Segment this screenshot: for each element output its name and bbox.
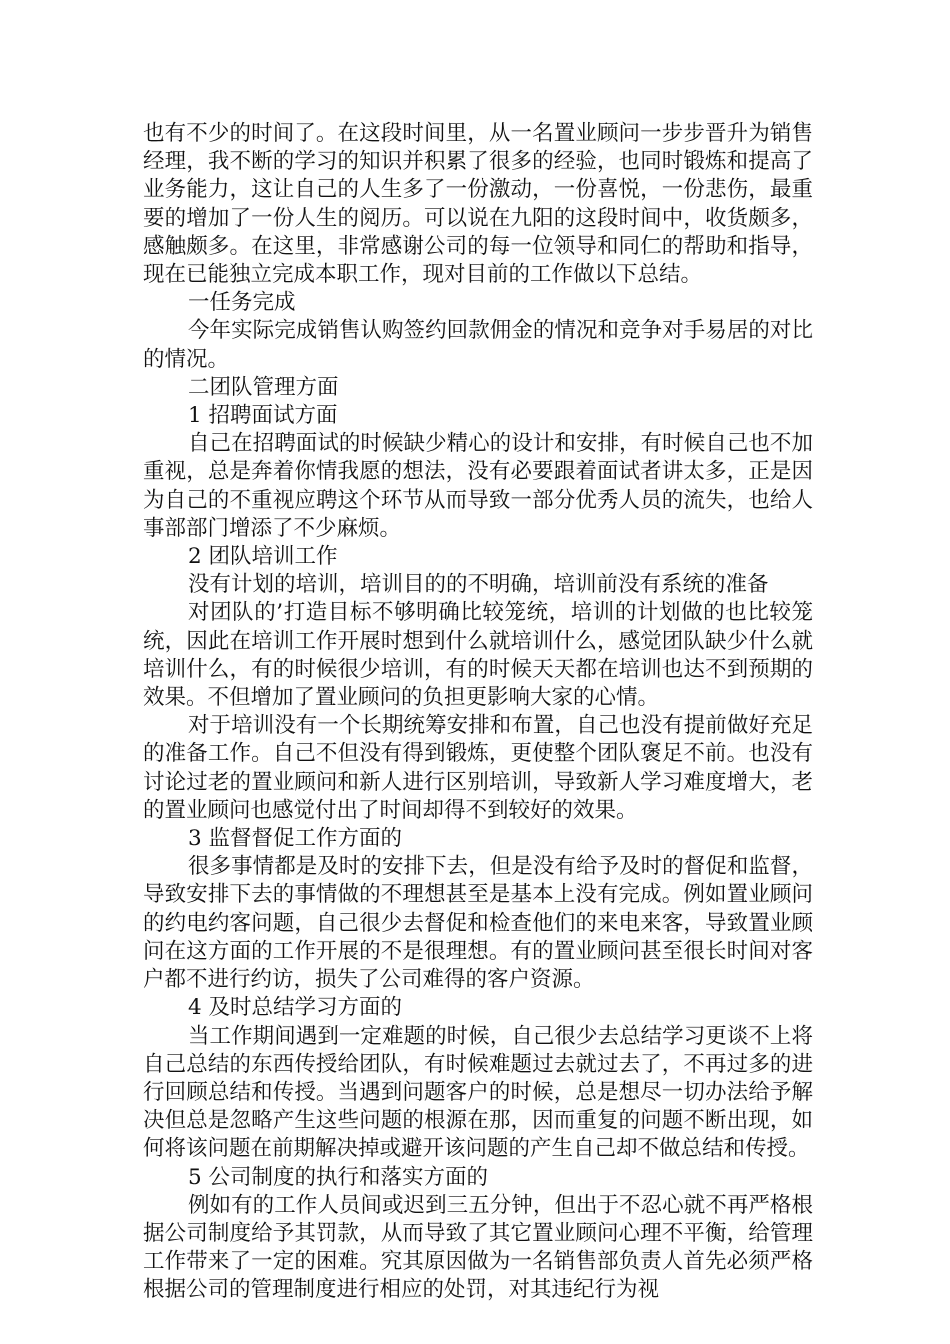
paragraph-supervision: 很多事情都是及时的安排下去，但是没有给予及时的督促和监督，导致安排下去的事情做的不理想甚至是基本上没有完成。例如置业顾问的约电约客问题，自己很少去督促和检查他们的来电来客，导致置业顾问在这方面的工作开展的不是很理想。有的置业顾问甚至很长时间对客户都不进行约访，损失了公司难得的客户资源。 xyxy=(143,854,813,993)
paragraph-training-3: 对于培训没有一个长期统筹安排和布置，自己也没有提前做好充足的准备工作。自己不但没有得到锻炼，更使整个团队褒足不前。也没有讨论过老的置业顾问和新人进行区别培训，导致新人学习难度增大，老的置业顾问也感觉付出了时间却得不到较好的效果。 xyxy=(143,713,813,823)
paragraph-summary-learning: 当工作期间遇到一定难题的时候，自己很少去总结学习更谈不上将自己总结的东西传授给团队，有时候难题过去就过去了，不再过多的进行回顾总结和传授。当遇到问题客户的时候，总是想尽一切办法给予解决但总是忽略产生这些问题的根源在那，因而重复的问题不断出现，如何将该问题在前期解决掉或避开该问题的产生自己却不做总结和传授。 xyxy=(143,1023,813,1162)
subsection-heading-summary-learning: 4 及时总结学习方面的 xyxy=(188,995,403,1021)
paragraph-training-2: 对团队的’打造目标不够明确比较笼统，培训的计划做的也比较笼统，因此在培训工作开展时想到什么就培训什么，感觉团队缺少什么就培训什么，有的时候很少培训，有的时候天天都在培训也达不到预期的效果。不但增加了置业顾问的负担更影响大家的心情。 xyxy=(143,600,813,711)
section-heading-team-management: 二团队管理方面 xyxy=(188,374,339,400)
document-page xyxy=(143,120,813,1305)
section-heading-task-completion: 一任务完成 xyxy=(188,290,296,316)
subsection-heading-supervision: 3 监督督促工作方面的 xyxy=(188,826,403,852)
paragraph-recruitment: 自己在招聘面试的时候缺少精心的设计和安排，有时候自己也不加重视，总是奔着你情我愿的想法，没有必要跟着面试者讲太多，正是因为自己的不重视应聘这个环节从而导致一部分优秀人员的流失，也给人事部部门增添了不少麻烦。 xyxy=(143,431,813,541)
subsection-heading-recruitment: 1 招聘面试方面 xyxy=(188,403,338,429)
subsection-heading-training: 2 团队培训工作 xyxy=(188,544,338,570)
subsection-heading-policy-execution: 5 公司制度的执行和落实方面的 xyxy=(188,1164,489,1190)
paragraph-training-1: 没有计划的培训，培训目的的不明确，培训前没有系统的准备 xyxy=(188,572,769,598)
paragraph-task-completion: 今年实际完成销售认购签约回款佣金的情况和竞争对手易居的对比的情况。 xyxy=(143,318,813,372)
paragraph-policy-execution: 例如有的工作人员间或迟到三五分钟，但出于不忍心就不再严格根据公司制度给予其罚款，从而导致了其它置业顾问心理不平衡，给管理工作带来了一定的困难。究其原因做为一名销售部负责人首先必须严格根据公司的管理制度进行相应的处罚，对其违纪行为视 xyxy=(143,1192,813,1303)
paragraph-intro: 也有不少的时间了。在这段时间里，从一名置业顾问一步步晋升为销售经理，我不断的学习的知识并积累了很多的经验，也同时锻炼和提高了业务能力，这让自己的人生多了一份激动，一份喜悦，一份悲伤，最重要的增加了一份人生的阅历。可以说在九阳的这段时间中，收货颇多，感触颇多。在这里，非常感谢公司的每一位领导和同仁的帮助和指导，现在已能独立完成本职工作，现对目前的工作做以下总结。 xyxy=(143,121,813,288)
